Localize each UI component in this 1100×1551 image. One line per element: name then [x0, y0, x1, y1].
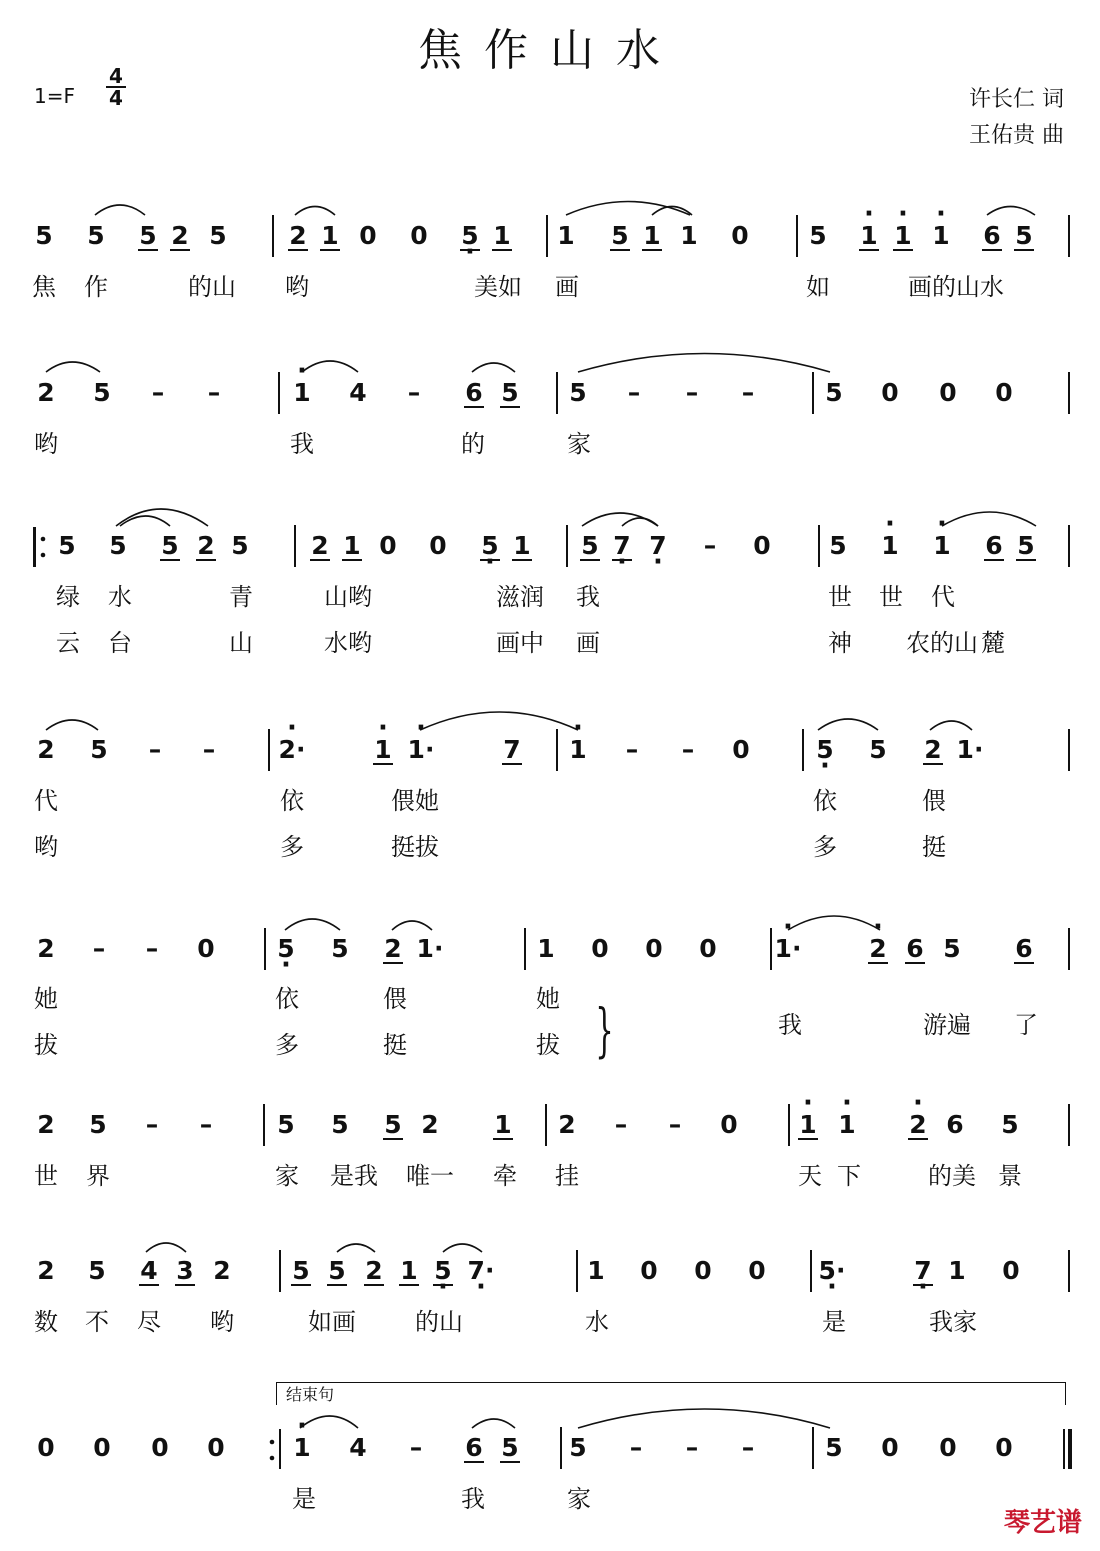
note: –	[681, 735, 695, 764]
note: –	[202, 735, 216, 764]
lyric-verse-2: 画中	[496, 629, 544, 657]
lyric-verse-2: 云	[56, 629, 80, 657]
note: –	[685, 378, 699, 407]
note: · 5	[428, 1256, 458, 1286]
lyric-shared: 我	[778, 1011, 802, 1039]
note: 0	[939, 1433, 957, 1462]
note: –	[625, 735, 639, 764]
note: · 1	[287, 1433, 317, 1463]
note: 5	[155, 531, 185, 561]
note: 5	[286, 1256, 316, 1286]
lyricist-credit: 许长仁 词	[969, 87, 1064, 112]
lyric: 水	[108, 583, 132, 611]
note: 1	[537, 934, 555, 963]
lyric: 代	[34, 787, 58, 815]
lyric: 偎她	[391, 787, 439, 815]
lyric-verse-2: 麓	[981, 629, 1005, 657]
note: –	[92, 934, 106, 963]
lyric: 是	[292, 1485, 316, 1513]
note: 5	[569, 378, 587, 407]
note: 2	[305, 531, 335, 561]
note: 0	[379, 531, 397, 560]
note: 5	[1009, 221, 1039, 251]
lyric: 山哟	[324, 583, 372, 611]
note: –	[614, 1110, 628, 1139]
note: –	[145, 934, 159, 963]
lyric: 绿	[56, 583, 80, 611]
note: 5	[209, 221, 227, 250]
note: 5	[825, 1433, 843, 1462]
note: –	[148, 735, 162, 764]
note: 2	[37, 735, 55, 764]
lyric: 是	[822, 1308, 846, 1336]
note: 0	[197, 934, 215, 963]
lyric: 家	[275, 1162, 299, 1190]
note: 0	[591, 934, 609, 963]
note: 6	[900, 934, 930, 964]
note: 5	[869, 735, 887, 764]
note: · 2·	[277, 735, 307, 765]
note: 0	[645, 934, 663, 963]
lyric: 水	[980, 273, 1004, 301]
note: · 1	[888, 221, 918, 251]
song-title: 焦作山水	[418, 25, 682, 76]
note: 1	[680, 221, 698, 250]
note: 5	[322, 1256, 352, 1286]
lyric: 美如	[474, 273, 522, 301]
lyric: 景	[998, 1162, 1022, 1190]
meter-top: 4	[106, 66, 126, 88]
lyric-verse-2: 农的山	[906, 629, 978, 657]
note: 1	[637, 221, 667, 251]
note: · 5	[455, 221, 485, 251]
lyric: 世	[879, 583, 903, 611]
note: 3	[170, 1256, 200, 1286]
note: 5	[495, 1433, 525, 1463]
note: –	[409, 1433, 423, 1462]
lyric: 尽	[137, 1308, 161, 1336]
lyric: 偎	[383, 985, 407, 1013]
lyric: 依	[813, 787, 837, 815]
note: 0	[640, 1256, 658, 1285]
note: 5	[943, 934, 961, 963]
lyric: 我	[461, 1485, 485, 1513]
note: · 1	[854, 221, 884, 251]
note: 1·	[956, 735, 984, 764]
lyric: 代	[931, 583, 955, 611]
note: 0	[995, 1433, 1013, 1462]
lyric: 的	[461, 430, 485, 458]
note: 2	[191, 531, 221, 561]
note: 6	[1009, 934, 1039, 964]
lyric-shared: 了	[1014, 1011, 1038, 1039]
note: –	[703, 531, 717, 560]
lyric: 画的山	[908, 273, 980, 301]
lyric-verse-2: 神	[828, 629, 852, 657]
note: 7	[497, 735, 527, 765]
note: · 1	[875, 531, 905, 561]
note: 5	[825, 378, 843, 407]
note: 6	[459, 378, 489, 408]
note: · 1	[832, 1110, 862, 1140]
lyric-verse-2: 水哟	[324, 629, 372, 657]
lyric: 界	[86, 1162, 110, 1190]
lyric: 我	[576, 583, 600, 611]
lyric: 如画	[308, 1308, 356, 1336]
note: · 5·	[817, 1256, 847, 1286]
lyric: 不	[85, 1308, 109, 1336]
note: 0	[732, 735, 750, 764]
lyric: 下	[837, 1162, 861, 1190]
note: · 1·	[773, 934, 803, 964]
note: 5	[35, 221, 53, 250]
note: 2	[37, 378, 55, 407]
note: 0	[1002, 1256, 1020, 1285]
lyric-verse-2: 多	[280, 833, 304, 861]
lyric-verse-2: 山	[229, 629, 253, 657]
note: · 1	[793, 1110, 823, 1140]
note: · 7	[643, 531, 673, 561]
note: 5	[829, 531, 847, 560]
note: 5	[1011, 531, 1041, 561]
lyric: 牵	[493, 1162, 517, 1190]
note: 0	[699, 934, 717, 963]
lyric: 依	[275, 985, 299, 1013]
lyric: 哟	[210, 1308, 234, 1336]
note: · 1	[926, 221, 956, 251]
lyric: 青	[229, 583, 253, 611]
note: 5	[88, 1256, 106, 1285]
lyric: 唯一	[406, 1162, 454, 1190]
note: 0	[93, 1433, 111, 1462]
lyric: 她	[536, 985, 560, 1013]
note: · 1	[368, 735, 398, 765]
lyric: 画	[555, 273, 579, 301]
note: 5	[605, 221, 635, 251]
lyric-verse-2: 台	[108, 629, 132, 657]
lyric: 哟	[285, 273, 309, 301]
note: –	[741, 378, 755, 407]
note: 0	[881, 1433, 899, 1462]
note: · 7	[908, 1256, 938, 1286]
note: –	[668, 1110, 682, 1139]
note: 5	[331, 934, 349, 963]
note: 5	[331, 1110, 349, 1139]
note: 0	[207, 1433, 225, 1462]
lyric: 的山	[415, 1308, 463, 1336]
lyric-verse-2: 拔	[536, 1031, 560, 1059]
ending-label: 结束句	[286, 1385, 335, 1404]
note: 5	[378, 1110, 408, 1140]
note: 0	[939, 378, 957, 407]
note: 2	[37, 1110, 55, 1139]
note: 5	[277, 1110, 295, 1139]
note: 2	[378, 934, 408, 964]
note: 2	[283, 221, 313, 251]
lyric: 我	[290, 430, 314, 458]
lyric-shared: 游遍	[923, 1011, 971, 1039]
note: 0	[753, 531, 771, 560]
lyric: 滋润	[496, 583, 544, 611]
note: 5	[231, 531, 249, 560]
note: 1	[337, 531, 367, 561]
note: 0	[694, 1256, 712, 1285]
note: 4	[349, 378, 367, 407]
note: 0	[748, 1256, 766, 1285]
lyric: 是我	[330, 1162, 378, 1190]
note: 5	[809, 221, 827, 250]
note: 0	[37, 1433, 55, 1462]
note: 1	[315, 221, 345, 251]
note: 2	[359, 1256, 389, 1286]
note: 2	[165, 221, 195, 251]
lyric: 挂	[555, 1162, 579, 1190]
note: 5	[109, 531, 127, 560]
note: 5	[93, 378, 111, 407]
note: 0	[881, 378, 899, 407]
lyric: 家	[567, 430, 591, 458]
note: 0	[731, 221, 749, 250]
note: 4	[349, 1433, 367, 1462]
lyric: 世	[34, 1162, 58, 1190]
verse-brace: }	[595, 996, 614, 1064]
note: 5	[58, 531, 76, 560]
note: 2	[213, 1256, 231, 1285]
note: 6	[946, 1110, 964, 1139]
note: · 1	[927, 531, 957, 561]
lyric: 焦	[32, 273, 56, 301]
note: 6	[459, 1433, 489, 1463]
note: · 1·	[406, 735, 436, 765]
lyric-verse-2: 画	[576, 629, 600, 657]
lyric: 天	[798, 1162, 822, 1190]
note: 5	[495, 378, 525, 408]
lyric-verse-2: 挺	[383, 1031, 407, 1059]
lyric: 数	[34, 1308, 58, 1336]
note: 1	[394, 1256, 424, 1286]
lyric-verse-2: 多	[275, 1031, 299, 1059]
note: 1	[557, 221, 575, 250]
note: 1	[587, 1256, 605, 1285]
note: 0	[720, 1110, 738, 1139]
note: 4	[134, 1256, 164, 1286]
note: 2	[37, 934, 55, 963]
note: –	[207, 378, 221, 407]
lyric: 如	[806, 273, 830, 301]
lyric: 她	[34, 985, 58, 1013]
lyric: 作	[84, 273, 108, 301]
note: 1·	[416, 934, 444, 963]
watermark-logo: 琴艺谱	[1003, 1508, 1082, 1538]
note: 0	[995, 378, 1013, 407]
lyric: 的山	[188, 273, 236, 301]
note: 1	[507, 531, 537, 561]
lyric: 世	[828, 583, 852, 611]
note: –	[629, 1433, 643, 1462]
lyric: 哟	[34, 430, 58, 458]
lyric: 我家	[929, 1308, 977, 1336]
note: · 7·	[466, 1256, 496, 1286]
note: · 2	[863, 934, 893, 964]
note: –	[627, 378, 641, 407]
note: 6	[977, 221, 1007, 251]
note: 5	[89, 1110, 107, 1139]
note: –	[199, 1110, 213, 1139]
note: 0	[151, 1433, 169, 1462]
note: 1	[487, 221, 517, 251]
note: 0	[410, 221, 428, 250]
note: 2	[421, 1110, 439, 1139]
note: –	[685, 1433, 699, 1462]
note: · 1	[287, 378, 317, 408]
meter-bottom: 4	[109, 86, 123, 110]
note: 5	[575, 531, 605, 561]
note: 5	[133, 221, 163, 251]
lyric-verse-2: 多	[813, 833, 837, 861]
key-signature: 1=F	[34, 84, 75, 108]
note: · 7	[607, 531, 637, 561]
lyric: 依	[280, 787, 304, 815]
note: 1	[488, 1110, 518, 1140]
note: 2	[918, 735, 948, 765]
note: 0	[429, 531, 447, 560]
lyric: 家	[567, 1485, 591, 1513]
note: 5	[1001, 1110, 1019, 1139]
lyric: 水	[585, 1308, 609, 1336]
lyric: 偎	[922, 787, 946, 815]
note: 6	[979, 531, 1009, 561]
note: –	[407, 378, 421, 407]
note: –	[741, 1433, 755, 1462]
note: · 5	[475, 531, 505, 561]
note: · 2	[903, 1110, 933, 1140]
note: · 5	[810, 735, 840, 765]
note: 1	[948, 1256, 966, 1285]
lyric: 的美	[928, 1162, 976, 1190]
note: 5	[569, 1433, 587, 1462]
lyric-verse-2: 哟	[34, 833, 58, 861]
lyric-verse-2: 拔	[34, 1031, 58, 1059]
note: –	[151, 378, 165, 407]
note: · 1	[563, 735, 593, 765]
note: 2	[558, 1110, 576, 1139]
note: –	[145, 1110, 159, 1139]
note: 0	[359, 221, 377, 250]
composer-credit: 王佑贵 曲	[969, 123, 1064, 148]
note: 5	[87, 221, 105, 250]
note: · 5	[271, 934, 301, 964]
lyric-verse-2: 挺拔	[391, 833, 439, 861]
note: 5	[90, 735, 108, 764]
lyric-verse-2: 挺	[922, 833, 946, 861]
note: 2	[37, 1256, 55, 1285]
